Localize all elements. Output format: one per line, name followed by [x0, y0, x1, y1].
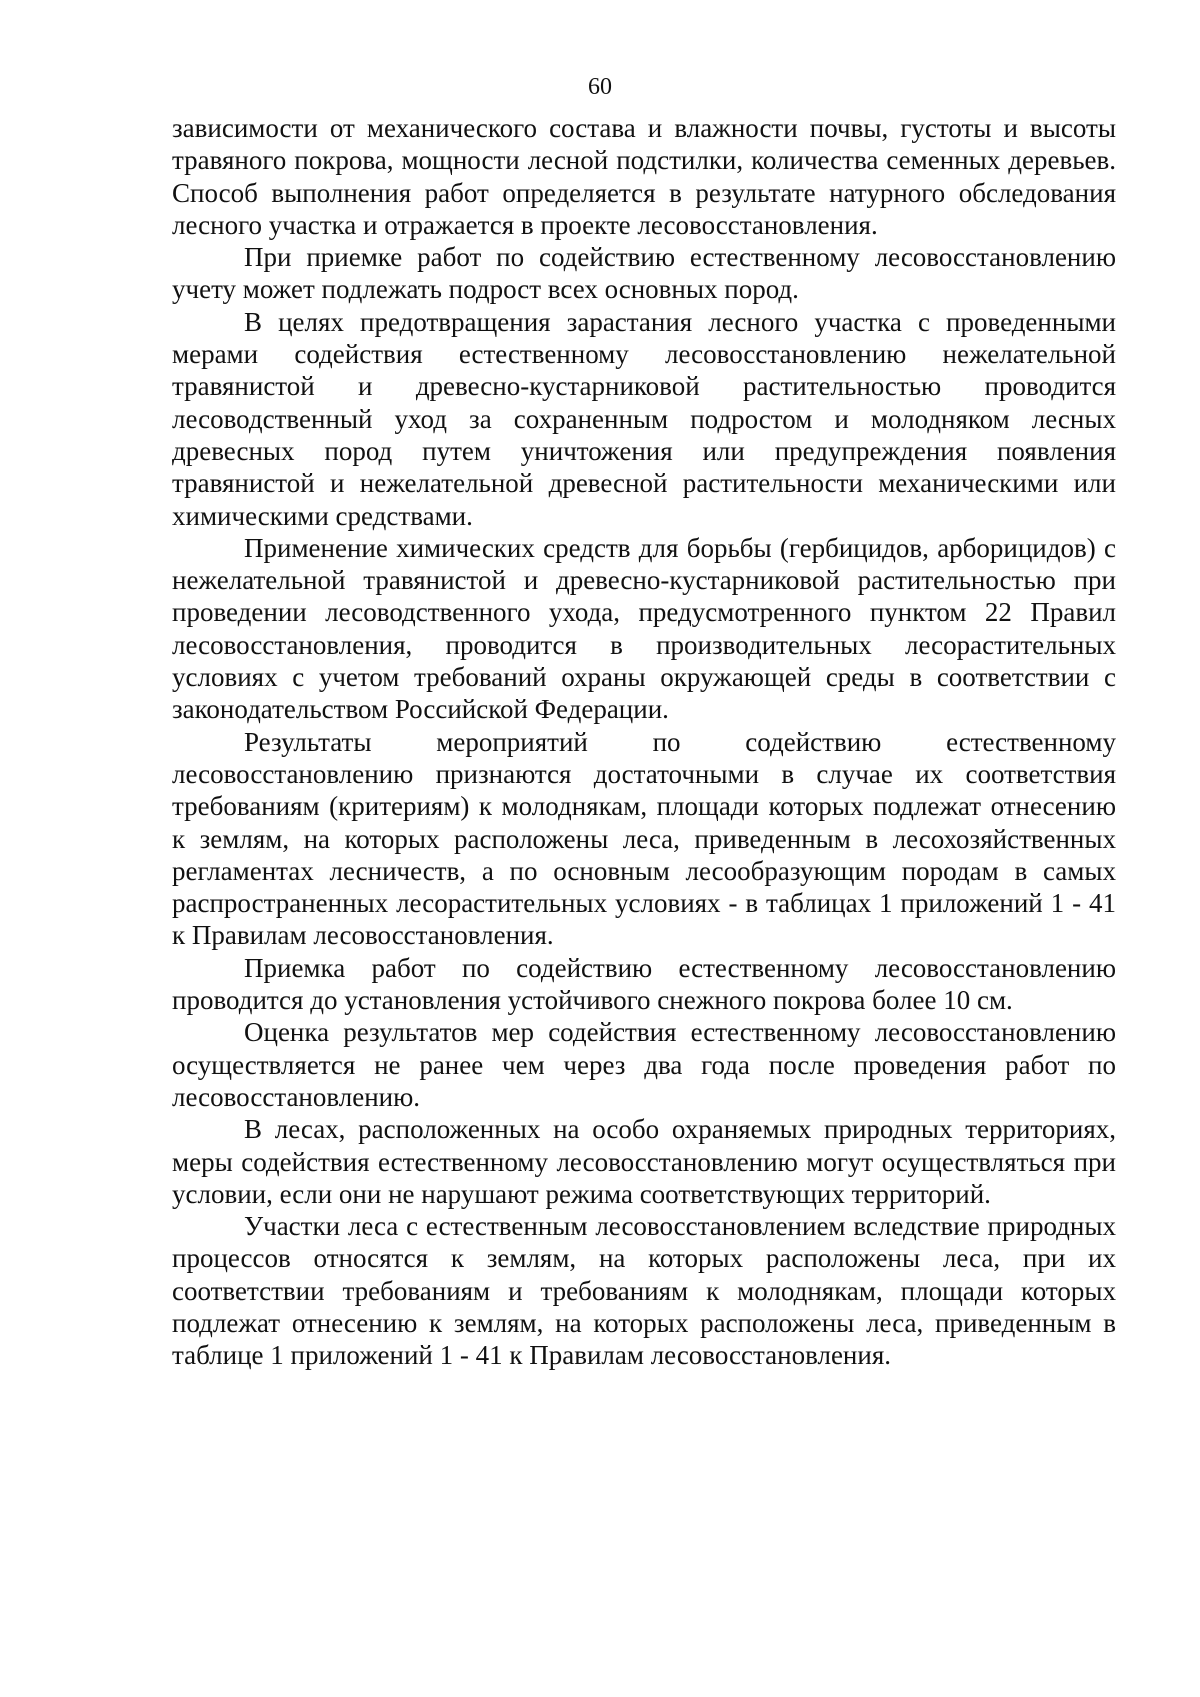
paragraph-acceptance-undergrowth: При приемке работ по содействию естественному лесовосстановлению учету может подлежать подрост всех основных пород. [172, 242, 1116, 305]
document-body [172, 112, 1116, 1372]
paragraph-acceptance-timing: Приемка работ по содействию естественному лесовосстановлению проводится до установления устойчивого снежного покрова более 10 см. [172, 952, 1116, 1016]
paragraph-continuation: зависимости от механического состава и влажности почвы, густоты и высоты травяного покрова, мощности лесной подстилки, количества семенных деревьев. Способ выполнения работ определяется в результате натурного обследования лесного участка и отражается в проекте лесовосстановления. [172, 113, 1116, 240]
paragraph-results-sufficiency: Результаты мероприятий по содействию естественному лесовосстановлению признаются достаточными в случае их соответствия требованиям (критериям) к молоднякам, площади которых подлежат отнесению к землям, на которых расположены леса, приведенным в лесохозяйственных регламентах лесничеств, а по основным лесообразующим породам в самых распространенных лесорастительных условиях - в таблицах 1 приложений 1 - 41 к Правилам лесовосстановления. [172, 726, 1116, 951]
paragraph-results-evaluation: Оценка результатов мер содействия естественному лесовосстановлению осуществляется не ранее чем через два года после проведения работ по лесовосстановлению. [172, 1017, 1116, 1112]
page-number: 60 [588, 74, 612, 100]
paragraph-natural-reforestation-sites: Участки леса с естественным лесовосстановлением вследствие природных процессов относятся к землям, на которых расположены леса, при их соответствии требованиям и требованиям к молоднякам, площади которых подлежат отнесению к землям, на которых расположены леса, приведенным в таблице 1 приложений 1 - 41 к Правилам лесовосстановления. [172, 1211, 1116, 1371]
paragraph-overgrowth-prevention: В целях предотвращения зарастания лесного участка с проведенными мерами содействия естественному лесовосстановлению нежелательной травянистой и древесно-кустарниковой растительностью проводится лесоводственный уход за сохраненным подростом и молодняком лесных древесных пород путем уничтожения или предупреждения появления травянистой и нежелательной древесной растительности механическими или химическими средствами. [172, 306, 1116, 531]
paragraph-protected-territories: В лесах, расположенных на особо охраняемых природных территориях, меры содействия естественному лесовосстановлению могут осуществляться при условии, если они не нарушают режима соответствующих территорий. [172, 1114, 1116, 1209]
paragraph-chemical-agents: Применение химических средств для борьбы (гербицидов, арборицидов) с нежелательной травянистой и древесно-кустарниковой растительностью при проведении лесоводственного ухода, предусмотренного пунктом 22 Правил лесовосстановления, проводится в производительных лесорастительных условиях с учетом требований охраны окружающей среды в соответствии с законодательством Российской Федерации. [172, 532, 1116, 725]
